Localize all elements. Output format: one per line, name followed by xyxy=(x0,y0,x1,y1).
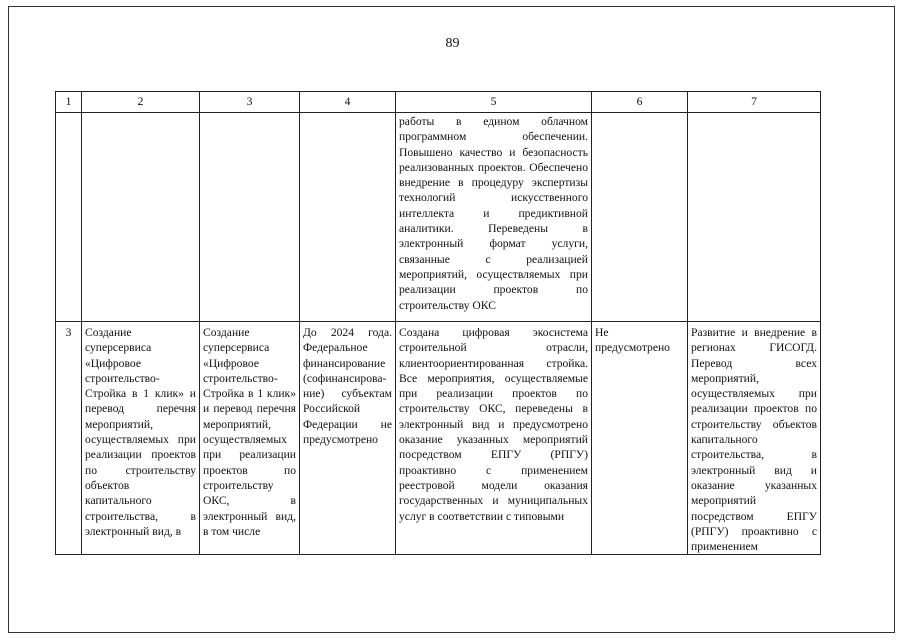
cell-column-6: Не предусмотрено xyxy=(592,322,688,555)
cell-continued-c1 xyxy=(56,113,82,322)
column-header-1: 1 xyxy=(56,92,82,113)
table-header-row xyxy=(56,92,821,113)
column-header-5: 5 xyxy=(396,92,592,113)
cell-continued-results: работы в едином облачном программном обеспечении. Повышено качество и безопасность реализованных проектов. Обеспечено внедрение в процедуру экспертизы технологий искусственного интеллекта и предиктивной аналитики. Переведены в электронный формат услуги, связанные с реализацией мероприятий, осуществляемых при реализации проектов по строительству ОКС xyxy=(396,113,592,322)
column-header-6: 6 xyxy=(592,92,688,113)
table-row xyxy=(56,322,821,555)
cell-continued-c2 xyxy=(82,113,200,322)
cell-regional-development: Развитие и внедрение в регионах ГИСОГД. Перевод всех мероприятий, осуществляемых при реализации проектов по строительству объектов капитального строительства, в электронный вид и оказание указанных мероприятий посредством ЕПГУ (РПГУ) проактивно с применением xyxy=(688,322,821,555)
cell-continued-c4 xyxy=(300,113,396,322)
column-header-4: 4 xyxy=(300,92,396,113)
cell-deadline-financing: До 2024 года. Федеральное финансирование (софинансирова-ние) субъектам Российской Федерации не предусмотрено xyxy=(300,322,396,555)
cell-expected-results: Создана цифровая экосистема строительной отрасли, клиентоориентированная стройка. Все мероприятия, осуществляемые при реализации проектов по строительству ОКС, переведены в электронный вид и предусмотрено оказание указанных мероприятий посредством ЕПГУ (РПГУ) проактивно с применением реестровой модели оказания государственных и муниципальных услуг в соответствии с типовыми xyxy=(396,322,592,555)
cell-continued-c7 xyxy=(688,113,821,322)
cell-measure-name: Создание суперсервиса «Цифровое строительство-Стройка в 1 клик» и перевод перечня мероприятий, осуществляемых при реализации проектов по строительству объектов капитального строительства, в электронный вид, в xyxy=(82,322,200,555)
table-row xyxy=(56,113,821,322)
page-number: 89 xyxy=(445,36,460,51)
column-header-2: 2 xyxy=(82,92,200,113)
cell-continued-c3 xyxy=(200,113,300,322)
cell-measure-description: Создание суперсервиса «Цифровое строительство-Стройка в 1 клик» и перевод перечня мероприятий, осуществляемых при реализации проектов по строительству ОКС, в электронный вид, в том числе xyxy=(200,322,300,555)
cell-continued-c6 xyxy=(592,113,688,322)
column-header-3: 3 xyxy=(200,92,300,113)
row-number: 3 xyxy=(56,322,82,555)
measures-table xyxy=(55,91,821,555)
column-header-7: 7 xyxy=(688,92,821,113)
